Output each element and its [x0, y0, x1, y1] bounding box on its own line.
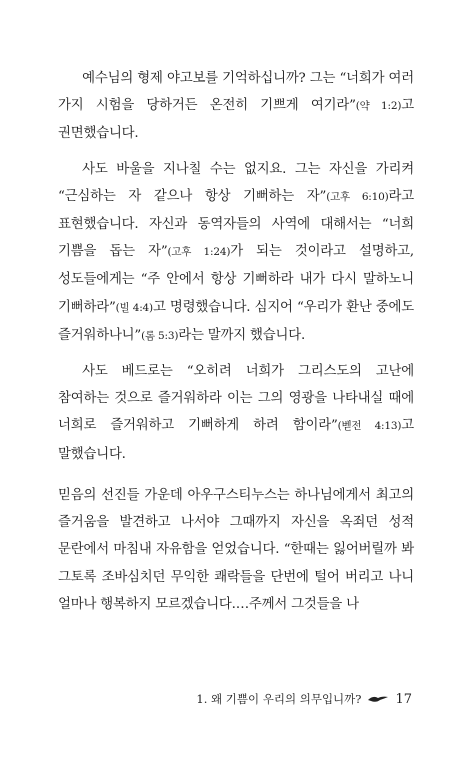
scripture-reference: (벧전 4:13)	[337, 420, 402, 433]
paragraph-text: 고 말했습니다.	[58, 418, 414, 462]
scripture-reference: (빌 4:4)	[115, 301, 153, 314]
paragraph	[58, 65, 414, 148]
scripture-reference: (롬 5:3)	[141, 329, 179, 342]
paragraph	[58, 482, 414, 618]
text-section-1	[58, 65, 414, 468]
paragraph-text: 고 권면했습니다.	[58, 98, 414, 142]
text-section-2	[58, 482, 414, 618]
paragraph-text: 예수님의 형제 야고보를 기억하십니까? 그는 “너희가 여러 가지 시험을 당하거든 온전히 기쁘게 여기라”	[58, 71, 414, 114]
scripture-reference: (고후 1:24)	[167, 246, 231, 259]
paragraph-text: 라고 표현했습니다. 자신과 동역자들의 사역에 대해서는 “너희 기쁨을 돕는 자”	[58, 188, 414, 260]
paragraph	[58, 358, 414, 468]
paragraph-text: 가 되는 것이라고 설명하고, 성도들에게는 “주 안에서 항상 기뻐하라 내가 다시 말하노니 기뻐하라”	[58, 244, 414, 315]
paragraph-text: 라는 말까지 했습니다.	[178, 327, 306, 343]
running-chapter-title: 1. 왜 기쁨이 우리의 의무입니까?	[196, 692, 362, 706]
paragraph-text: 고 명령했습니다. 심지어 “우리가 환난 중에도 즐거워하나니”	[58, 299, 414, 343]
paragraph	[58, 156, 414, 350]
scripture-reference: (약 1:2)	[355, 100, 402, 113]
paragraph-text: 믿음의 선진들 가운데 아우구스티누스는 하나님에게서 최고의 즐거움을 발견하고 나서야 그때까지 자신을 옥죄던 성적 문란에서 마침내 자유함을 얻었습니다. “한때는 잃어버릴까 봐 그토록 조바심치던 무익한 쾌락들을 단번에 털어 버리고 나니 얼마나 행복하지 모르겠습니다.…주께서 그것들을 나	[58, 488, 414, 612]
bird-icon	[367, 694, 389, 704]
scripture-reference: (고후 6:10)	[326, 190, 389, 203]
page-footer	[196, 691, 412, 707]
page-number: 17	[395, 691, 412, 707]
paragraph-text: 사도 바울을 지나칠 수는 없지요. 그는 자신을 가리켜 “근심하는 자 같으나 항상 기뻐하는 자”	[58, 161, 414, 204]
paragraph-text: 사도 베드로는 “오히려 너희가 그리스도의 고난에 참여하는 것으로 즐거워하라 이는 그의 영광을 나타내실 때에 너희로 즐거워하고 기뻐하게 하려 함이라”	[58, 364, 414, 434]
